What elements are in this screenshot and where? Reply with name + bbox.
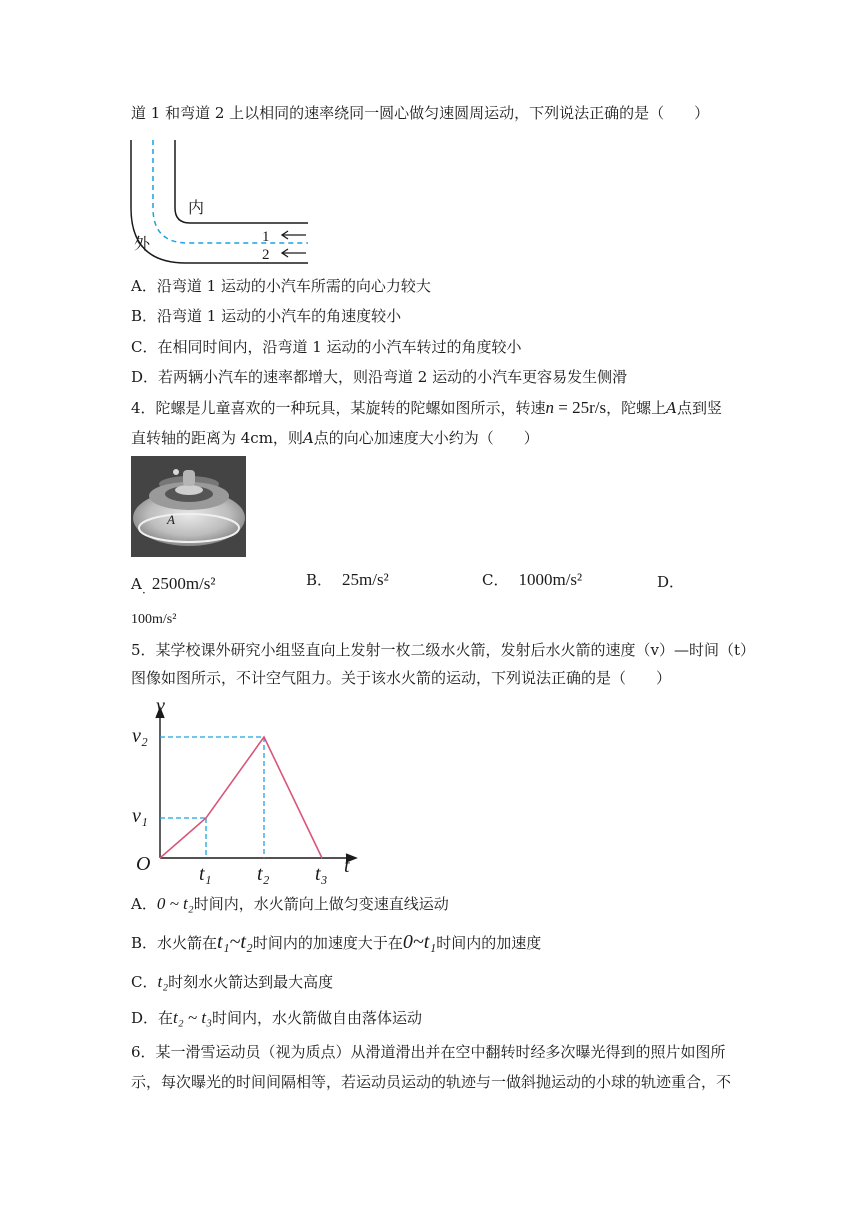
graph-axes (156, 708, 356, 862)
q4-option-c-value: 1000m/s² (518, 570, 583, 589)
road-figure (126, 138, 316, 268)
spinning-top-photo (131, 456, 246, 557)
q4-speed-var: n (545, 398, 555, 417)
q5-option-a-text: 时间内，水火箭向上做匀变速直线运动 (193, 895, 449, 913)
q3-option-d: D．若两辆小汽车的速率都增大，则沿弯道 2 运动的小汽车更容易发生侧滑 (131, 368, 628, 386)
q5-option-a (131, 894, 731, 914)
q5-option-b-math1: t₁~t₂ (217, 931, 253, 953)
q4-option-a-value: 2500m/s² (151, 574, 216, 593)
q4-text-e: 点的向心加速度大小约为（ ） (313, 429, 539, 447)
q4-stem-line2 (131, 428, 731, 448)
lane2-dash (164, 140, 188, 234)
origin-label: O (136, 853, 151, 875)
q5-option-d-pre: D．在 (131, 1009, 174, 1027)
lane2-label: 2 (262, 247, 270, 263)
q4-speed-value: = 25r/s (554, 398, 607, 417)
q4-option-c-letter: C． (482, 571, 509, 589)
q4-point-a: A (666, 399, 677, 417)
lane1-label: 1 (262, 229, 270, 245)
v2-label: v₂ (132, 725, 148, 747)
inner-label: 内 (188, 200, 205, 217)
q5-option-b-text: 时间内的加速度 (436, 934, 542, 952)
q6-stem-line2: 示，每次曝光的时间间隔相等，若运动员运动的轨迹与一做斜抛运动的小球的轨迹重合，不 (131, 1073, 732, 1091)
q4-point-a-2: A (302, 429, 314, 447)
q5-option-b-mid: 时间内的加速度大于在 (252, 934, 403, 952)
q3-stem: 道 1 和弯道 2 上以相同的速率绕同一圆心做匀速圆周运动，下列说法正确的是（ ） (131, 104, 710, 122)
arrow-lane1 (282, 231, 306, 239)
q5-option-b-math2: 0~t₁ (402, 931, 437, 953)
q4-option-d-letter: D． (657, 573, 685, 591)
q4-text-b: ，陀螺上 (606, 399, 667, 417)
q4-option-b (306, 570, 389, 590)
t3-label: t₃ (315, 863, 328, 885)
q3-option-b: B．沿弯道 1 运动的小汽车的角速度较小 (131, 307, 402, 325)
photo-point-label: A (167, 512, 175, 527)
q4-text-d: 直转轴的距离为 4cm，则 (131, 429, 303, 447)
q5-option-b-pre: B．水火箭在 (131, 934, 218, 952)
t1-label: t₁ (199, 863, 212, 885)
q5-option-b (131, 932, 731, 953)
axis-v-label: v (156, 695, 165, 717)
q5-option-a-pre: A． (131, 895, 157, 913)
q4-text-c: 点到竖 (677, 399, 723, 417)
q5-option-a-math: 0 ~ t₂ (156, 894, 194, 913)
axis-t-label: t (344, 855, 350, 877)
v1-label: v₁ (132, 805, 148, 827)
q6-stem-line1: 6．某一滑雪运动员（视为质点）从滑道滑出并在空中翻转时经多次曝光得到的照片如图所 (131, 1043, 726, 1061)
q3-option-a: A．沿弯道 1 运动的小汽车所需的向心力较大 (131, 277, 431, 295)
q4-option-c (482, 570, 582, 590)
q5-stem-line1: 5．某学校课外研究小组竖直向上发射一枚二级水火箭，发射后水火箭的速度（v）—时间（t） (131, 641, 756, 659)
q4-option-b-value: 25m/s² (342, 570, 389, 589)
velocity-curve (160, 737, 322, 858)
q5-option-c-pre: C． (131, 973, 158, 991)
arrow-lane2 (282, 249, 306, 257)
t2-label: t₂ (257, 863, 270, 885)
q5-option-d-text: 时间内，水火箭做自由落体运动 (212, 1009, 423, 1027)
outer-label: 外 (134, 236, 151, 253)
q5-option-c-text: 时刻水火箭达到最大高度 (168, 973, 334, 991)
q3-option-c: C．在相同时间内，沿弯道 1 运动的小汽车转过的角度较小 (131, 338, 522, 356)
q5-option-d (131, 1008, 731, 1028)
q4-option-a-dot: · (142, 586, 146, 600)
q5-stem-line2: 图像如图所示，不计空气阻力。关于该水火箭的运动，下列说法正确的是（ ） (131, 669, 672, 687)
q5-option-c-math: t₂ (157, 972, 169, 991)
vt-graph (126, 696, 366, 886)
q4-stem-line1 (131, 398, 731, 418)
q5-option-c (131, 972, 731, 992)
guide-dashes (160, 737, 264, 858)
q4-option-a-letter: A (131, 575, 142, 593)
q4-text-a: 4．陀螺是儿童喜欢的一种玩具，某旋转的陀螺如图所示，转速 (131, 399, 546, 417)
q5-option-d-math: t₂ ~ t₃ (173, 1008, 212, 1027)
outer-road-edge (131, 140, 308, 263)
q4-option-b-letter: B． (306, 571, 333, 589)
q4-option-d-value: 100m/s² (131, 612, 177, 627)
lane1-dash (153, 140, 308, 243)
